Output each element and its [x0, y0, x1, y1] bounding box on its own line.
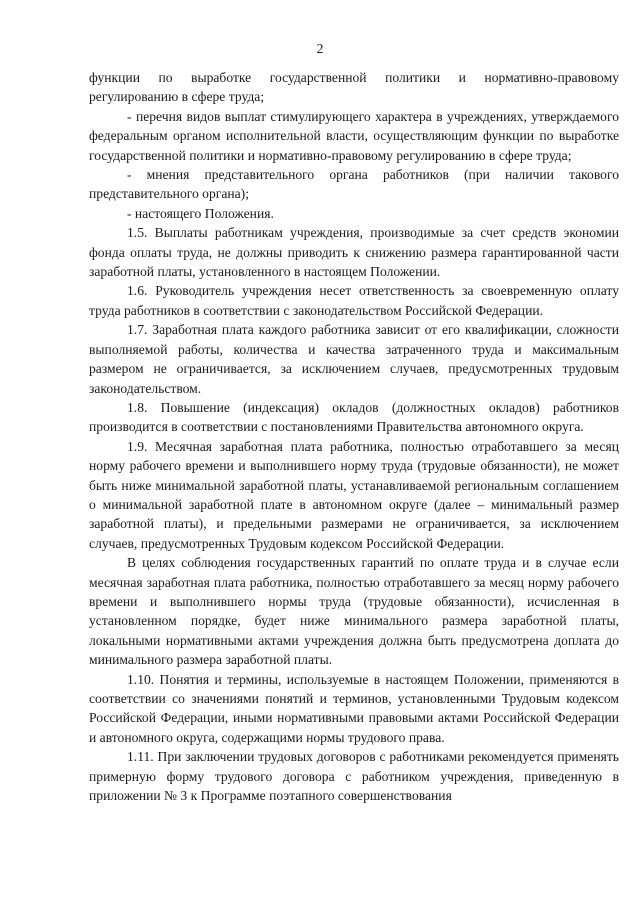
paragraph-1-9: 1.9. Месячная заработная плата работника, полностью отработавшего за месяц норму рабочего времени и выполнившего норму труда (трудовые обязанности), не может быть ниже минимальной заработной платы, устанавливаемой региональным соглашением о минимальной заработной плате в автономном округе (далее – минимальный размер заработной платы), и предельными размерами не ограничивается, за исключением случаев, предусмотренных Трудовым кодексом Российской Федерации. [89, 438, 619, 551]
paragraph-1-6: 1.6. Руководитель учреждения несет ответственность за своевременную оплату труда работников в соответствии с законодательством Российской Федерации. [89, 283, 619, 318]
paragraph-1-7: 1.7. Заработная плата каждого работника зависит от его квалификации, сложности выполняемой работы, количества и качества затраченного труда и максимальным размером не ограничивается, за исключением случаев, предусмотренных трудовым законодательством. [89, 322, 619, 396]
paragraph-1-5: 1.5. Выплаты работникам учреждения, производимые за счет средств экономии фонда оплаты труда, не должны приводить к снижению размера гарантированной части заработной платы, установленного в настоящем Положении. [89, 225, 619, 280]
paragraph-state-guarantees: В целях соблюдения государственных гарантий по оплате труда и в случае если месячная заработная плата работника, полностью отработавшего за месяц норму рабочего времени и выполнившего нормы труда (трудовые обязанности), исчисленная в установленном порядке, будет ниже минимального размера заработной платы, локальными нормативными актами учреждения должна быть предусмотрена доплата до минимального размера заработной платы. [89, 555, 619, 668]
paragraph-1-10: 1.10. Понятия и термины, используемые в настоящем Положении, применяются в соответствии со значениями понятий и терминов, установленными Трудовым кодексом Российской Федерации, иными нормативными правовыми актами Российской Федерации и автономного округа, содержащими нормы трудового права. [89, 671, 619, 745]
paragraph-1-11: 1.11. При заключении трудовых договоров с работниками рекомендуется применять примерную форму трудового договора с работником учреждения, приведенную в приложении № 3 к Программе поэтапного совершенствования [89, 749, 619, 804]
paragraph-list-item-this-regulation: - настоящего Положения. [127, 205, 274, 221]
document-body [89, 68, 619, 805]
paragraph-list-item-stimulating-payments: - перечня видов выплат стимулирующего характера в учреждениях, утверждаемого федеральным органом исполнительной власти, осуществляющим функции по выработке государственной политики и нормативно-правовому регулированию в сфере труда; [89, 108, 619, 163]
paragraph-list-item-representative-opinion: - мнения представительного органа работников (при наличии такового представительного органа); [89, 167, 619, 202]
page-number: 2 [316, 41, 324, 56]
paragraph-1-8: 1.8. Повышение (индексация) окладов (должностных окладов) работников производится в соответствии с постановлениями Правительства автономного округа. [89, 399, 619, 435]
paragraph-continuation: функции по выработке государственной политики и нормативно-правовому регулированию в сфере труда; [89, 70, 619, 105]
